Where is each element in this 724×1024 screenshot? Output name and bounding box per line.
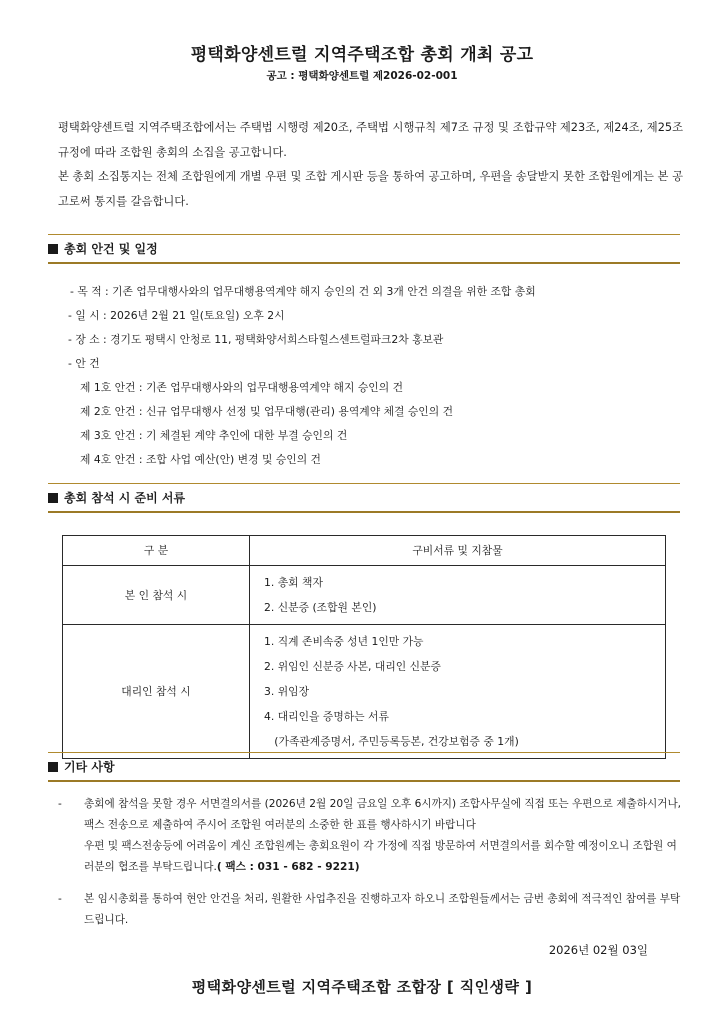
table-row-self — [63, 566, 666, 625]
list-item: 2. 위임인 신분증 사본, 대리인 신분증 — [264, 660, 441, 673]
row-label-self: 본 인 참석 시 — [63, 566, 250, 625]
required-documents-table — [62, 535, 666, 759]
note-absence-voting — [58, 794, 683, 878]
section2-heading-text: 총회 참석 시 준비 서류 — [64, 491, 186, 505]
meeting-purpose: - 목 적 : 기존 업무대행사와의 업무대행용역계약 해지 승인의 건 외 3개 안건 의결을 위한 조합 총회 — [70, 285, 536, 298]
section2-heading — [48, 489, 680, 506]
section3-top-rule — [48, 752, 680, 753]
intro-line-1: 평택화양센트럴 지역주택조합에서는 주택법 시행령 제20조, 주택법 시행규칙 제7조 규정 및 조합규약 제23조, 제24조, 제25조규정에 따라 조합원 총회의 소집을 공고합니다. — [58, 121, 683, 159]
agenda-item-2: 제 2호 안건 : 신규 업무대행사 선정 및 업무대행(관리) 용역계약 체결 승인의 건 — [80, 405, 454, 418]
section1-bottom-rule — [48, 262, 680, 264]
section2-bottom-rule — [48, 511, 680, 513]
signature-line: 평택화양센트럴 지역주택조합 조합장 [ 직인생략 ] — [191, 978, 533, 996]
row-items-self — [250, 566, 666, 625]
section2-top-rule — [48, 483, 680, 484]
notice-number: 공고 : 평택화양센트럴 제2026-02-001 — [266, 70, 458, 82]
note-dash: - — [58, 798, 62, 810]
section3-heading-text: 기타 사항 — [64, 760, 115, 774]
note-visit-text: 우편 및 팩스전송등에 어려움이 계신 조합원께는 총회요원이 각 가정에 직접 방문하여 서면결의서를 회수할 예정이오니 조합원 여러분의 협조를 부탁드립니다. — [84, 840, 677, 873]
intro-line-2: 본 총회 소집통지는 전체 조합원에게 개별 우편 및 조합 게시판 등을 통하여 공고하며, 우편을 송달받지 못한 조합원에게는 본 공고로써 통지를 갈음합니다. — [58, 170, 683, 208]
fax-number: ( 팩스 : 031 - 682 - 9221) — [216, 861, 360, 873]
list-item: 1. 직계 존비속중 성년 1인만 가능 — [264, 635, 424, 648]
notice-title: 평택화양센트럴 지역주택조합 총회 개최 공고 — [190, 45, 534, 65]
section1-top-rule — [48, 234, 680, 235]
agenda-label: - 안 건 — [68, 357, 100, 370]
square-bullet-icon — [48, 493, 58, 503]
section1-heading — [48, 240, 680, 257]
square-bullet-icon — [48, 244, 58, 254]
agenda-item-1: 제 1호 안건 : 기존 업무대행사와의 업무대행용역계약 해지 승인의 건 — [80, 381, 403, 394]
agenda-item-3: 제 3호 안건 : 기 체결된 계약 추인에 대한 부결 승인의 건 — [80, 429, 348, 442]
list-item: 2. 신분증 (조합원 본인) — [264, 601, 377, 614]
note-dash: - — [58, 893, 62, 905]
section3-heading — [48, 758, 680, 775]
agenda-item-4: 제 4호 안건 : 조합 사업 예산(안) 변경 및 승인의 건 — [80, 453, 321, 466]
note-absence-text: 총회에 참석을 못할 경우 서면결의서를 (2026년 2월 20일 금요일 오후 6시까지) 조합사무실에 직접 또는 우편으로 제출하시거나, 팩스 전송으로 제출하여 주시어 조합원 여러분의 소중한 한 표를 행사하시기 바랍니다 — [84, 798, 682, 831]
table-header-documents: 구비서류 및 지참물 — [250, 536, 666, 566]
note-participation — [58, 889, 683, 931]
meeting-place: - 장 소 : 경기도 평택시 안청로 11, 평택화양서희스타힐스센트럴파크2차 홍보관 — [68, 333, 444, 346]
square-bullet-icon — [48, 762, 58, 772]
table-row-proxy — [63, 625, 666, 759]
note-participation-text: 본 임시총회를 통하여 현안 안건을 처리, 원활한 사업추진을 진행하고자 하오니 조합원들께서는 금번 총회에 적극적인 참여를 부탁드립니다. — [84, 893, 681, 926]
list-item: (가족관계증명서, 주민등록등본, 건강보험증 중 1개) — [264, 735, 519, 748]
list-item: 1. 총회 책자 — [264, 576, 323, 589]
row-label-proxy: 대리인 참석 시 — [63, 625, 250, 759]
section1-heading-text: 총회 안건 및 일정 — [64, 242, 158, 256]
meeting-datetime: - 일 시 : 2026년 2월 21 일(토요일) 오후 2시 — [68, 309, 285, 322]
list-item: 4. 대리인을 증명하는 서류 — [264, 710, 389, 723]
notice-date: 2026년 02월 03일 — [548, 943, 648, 957]
table-header-category: 구 분 — [63, 536, 250, 566]
row-items-proxy — [250, 625, 666, 759]
table-header-row — [63, 536, 666, 566]
intro-paragraph — [58, 116, 683, 214]
list-item: 3. 위임장 — [264, 685, 310, 698]
section3-bottom-rule — [48, 780, 680, 782]
